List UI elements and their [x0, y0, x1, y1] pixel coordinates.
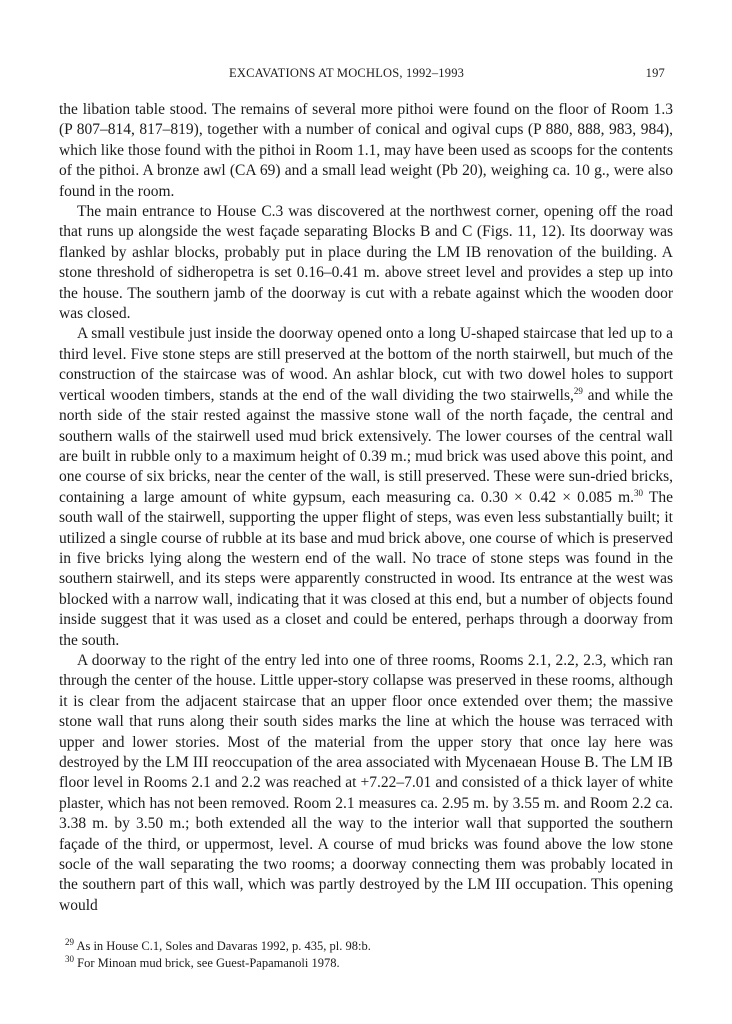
footnote-30 [59, 955, 673, 972]
footnote-text: As in House C.1, Soles and Davaras 1992, p. 435, pl. 98:b. [76, 939, 371, 954]
running-head-title: EXCAVATIONS AT MOCHLOS, 1992–1993 [229, 66, 465, 80]
running-head [59, 66, 673, 86]
paragraph-3 [59, 324, 673, 651]
footnote-29 [59, 938, 673, 955]
body-text [59, 100, 673, 916]
paragraph-3-part-a: A small vestibule just inside the doorway opened onto a long U-shaped staircase that led up to a third level. Five stone steps are still preserved at the bottom of the north stairwell, but much of the construction of the staircase was of wood. An ashlar block, cut with two dowel holes to support vertical wooden timbers, stands at the end of the wall dividing the two stairwells, [59, 325, 673, 404]
footnote-ref-30[interactable]: 30 [634, 487, 644, 498]
footnote-number: 30 [65, 954, 74, 965]
footnote-text: For Minoan mud brick, see Guest-Papamanoli 1978. [77, 956, 340, 971]
paragraph-3-part-b: and while the north side of the stair rested against the massive stone wall of the north façade, the central and southern walls of the stairwell used mud brick extensively. The lower courses of the central wall are built in rubble only to a maximum height of 0.39 m.; mud brick was used above this point, and one course of six bricks, near the center of the wall, is still preserved. These were sun-dried bricks, containing a large amount of white gypsum, each measuring ca. 0.30 × 0.42 × 0.085 m. [59, 386, 673, 506]
paragraph-3-part-c: The south wall of the stairwell, supporting the upper flight of steps, was even less substantially built; it utilized a single course of rubble at its base and mud brick above, one course of which is preserved in five bricks lying along the western end of the wall. No trace of stone steps was found in the southern stairwell, and its steps were apparently constructed in wood. Its entrance at the west was blocked with a narrow wall, indicating that it was closed at this end, but a number of objects found inside suggest that it was used as a closet and could be entered, perhaps through a doorway from the south. [59, 488, 674, 649]
paragraph-2: The main entrance to House C.3 was discovered at the northwest corner, opening off the road that runs up alongside the west façade separating Blocks B and C (Figs. 11, 12). Its doorway was flanked by ashlar blocks, probably put in place during the LM IB renovation of the building. A stone threshold of sidheropetra is set 0.16–0.41 m. above street level and provides a step up into the house. The southern jamb of the doorway is cut with a rebate against which the wooden door was closed. [59, 203, 673, 323]
paragraph-1: the libation table stood. The remains of several more pithoi were found on the floor of Room 1.3 (P 807–814, 817–819), together with a number of conical and ogival cups (P 880, 888, 983, 984), which like those found with the pithoi in Room 1.1, may have been used as scoops for the contents of the pithoi. A bronze awl (CA 69) and a small lead weight (Pb 20), weighing ca. 10 g., were also found in the room. [59, 101, 673, 200]
page-number: 197 [645, 66, 665, 80]
paragraph-4: A doorway to the right of the entry led into one of three rooms, Rooms 2.1, 2.2, 2.3, which ran through the center of the house. Little upper-story collapse was preserved in these rooms, although it is clear from the adjacent staircase that an upper floor once extended over them; the massive stone wall that runs along their south sides marks the line at which the house was terraced with upper and lower stories. Most of the material from the upper story that once lay here was destroyed by the LM III reoccupation of the area associated with Mycenaean House B. The LM IB floor level in Rooms 2.1 and 2.2 was reached at +7.22–7.01 and consisted of a thick layer of white plaster, which has not been removed. Room 2.1 measures ca. 2.95 m. by 3.55 m. and Room 2.2 ca. 3.38 m. by 3.50 m.; both extended all the way to the interior wall that supported the southern façade of the third, or uppermost, level. A course of mud bricks was found above the low stone socle of the wall separating the two rooms; a doorway connecting them was probably located in the southern part of this wall, which was partly destroyed by the LM III occupation. This opening would [59, 651, 673, 914]
document-page [59, 66, 673, 972]
footnotes [59, 938, 673, 972]
footnote-ref-29[interactable]: 29 [573, 385, 583, 396]
footnote-number: 29 [65, 937, 74, 948]
